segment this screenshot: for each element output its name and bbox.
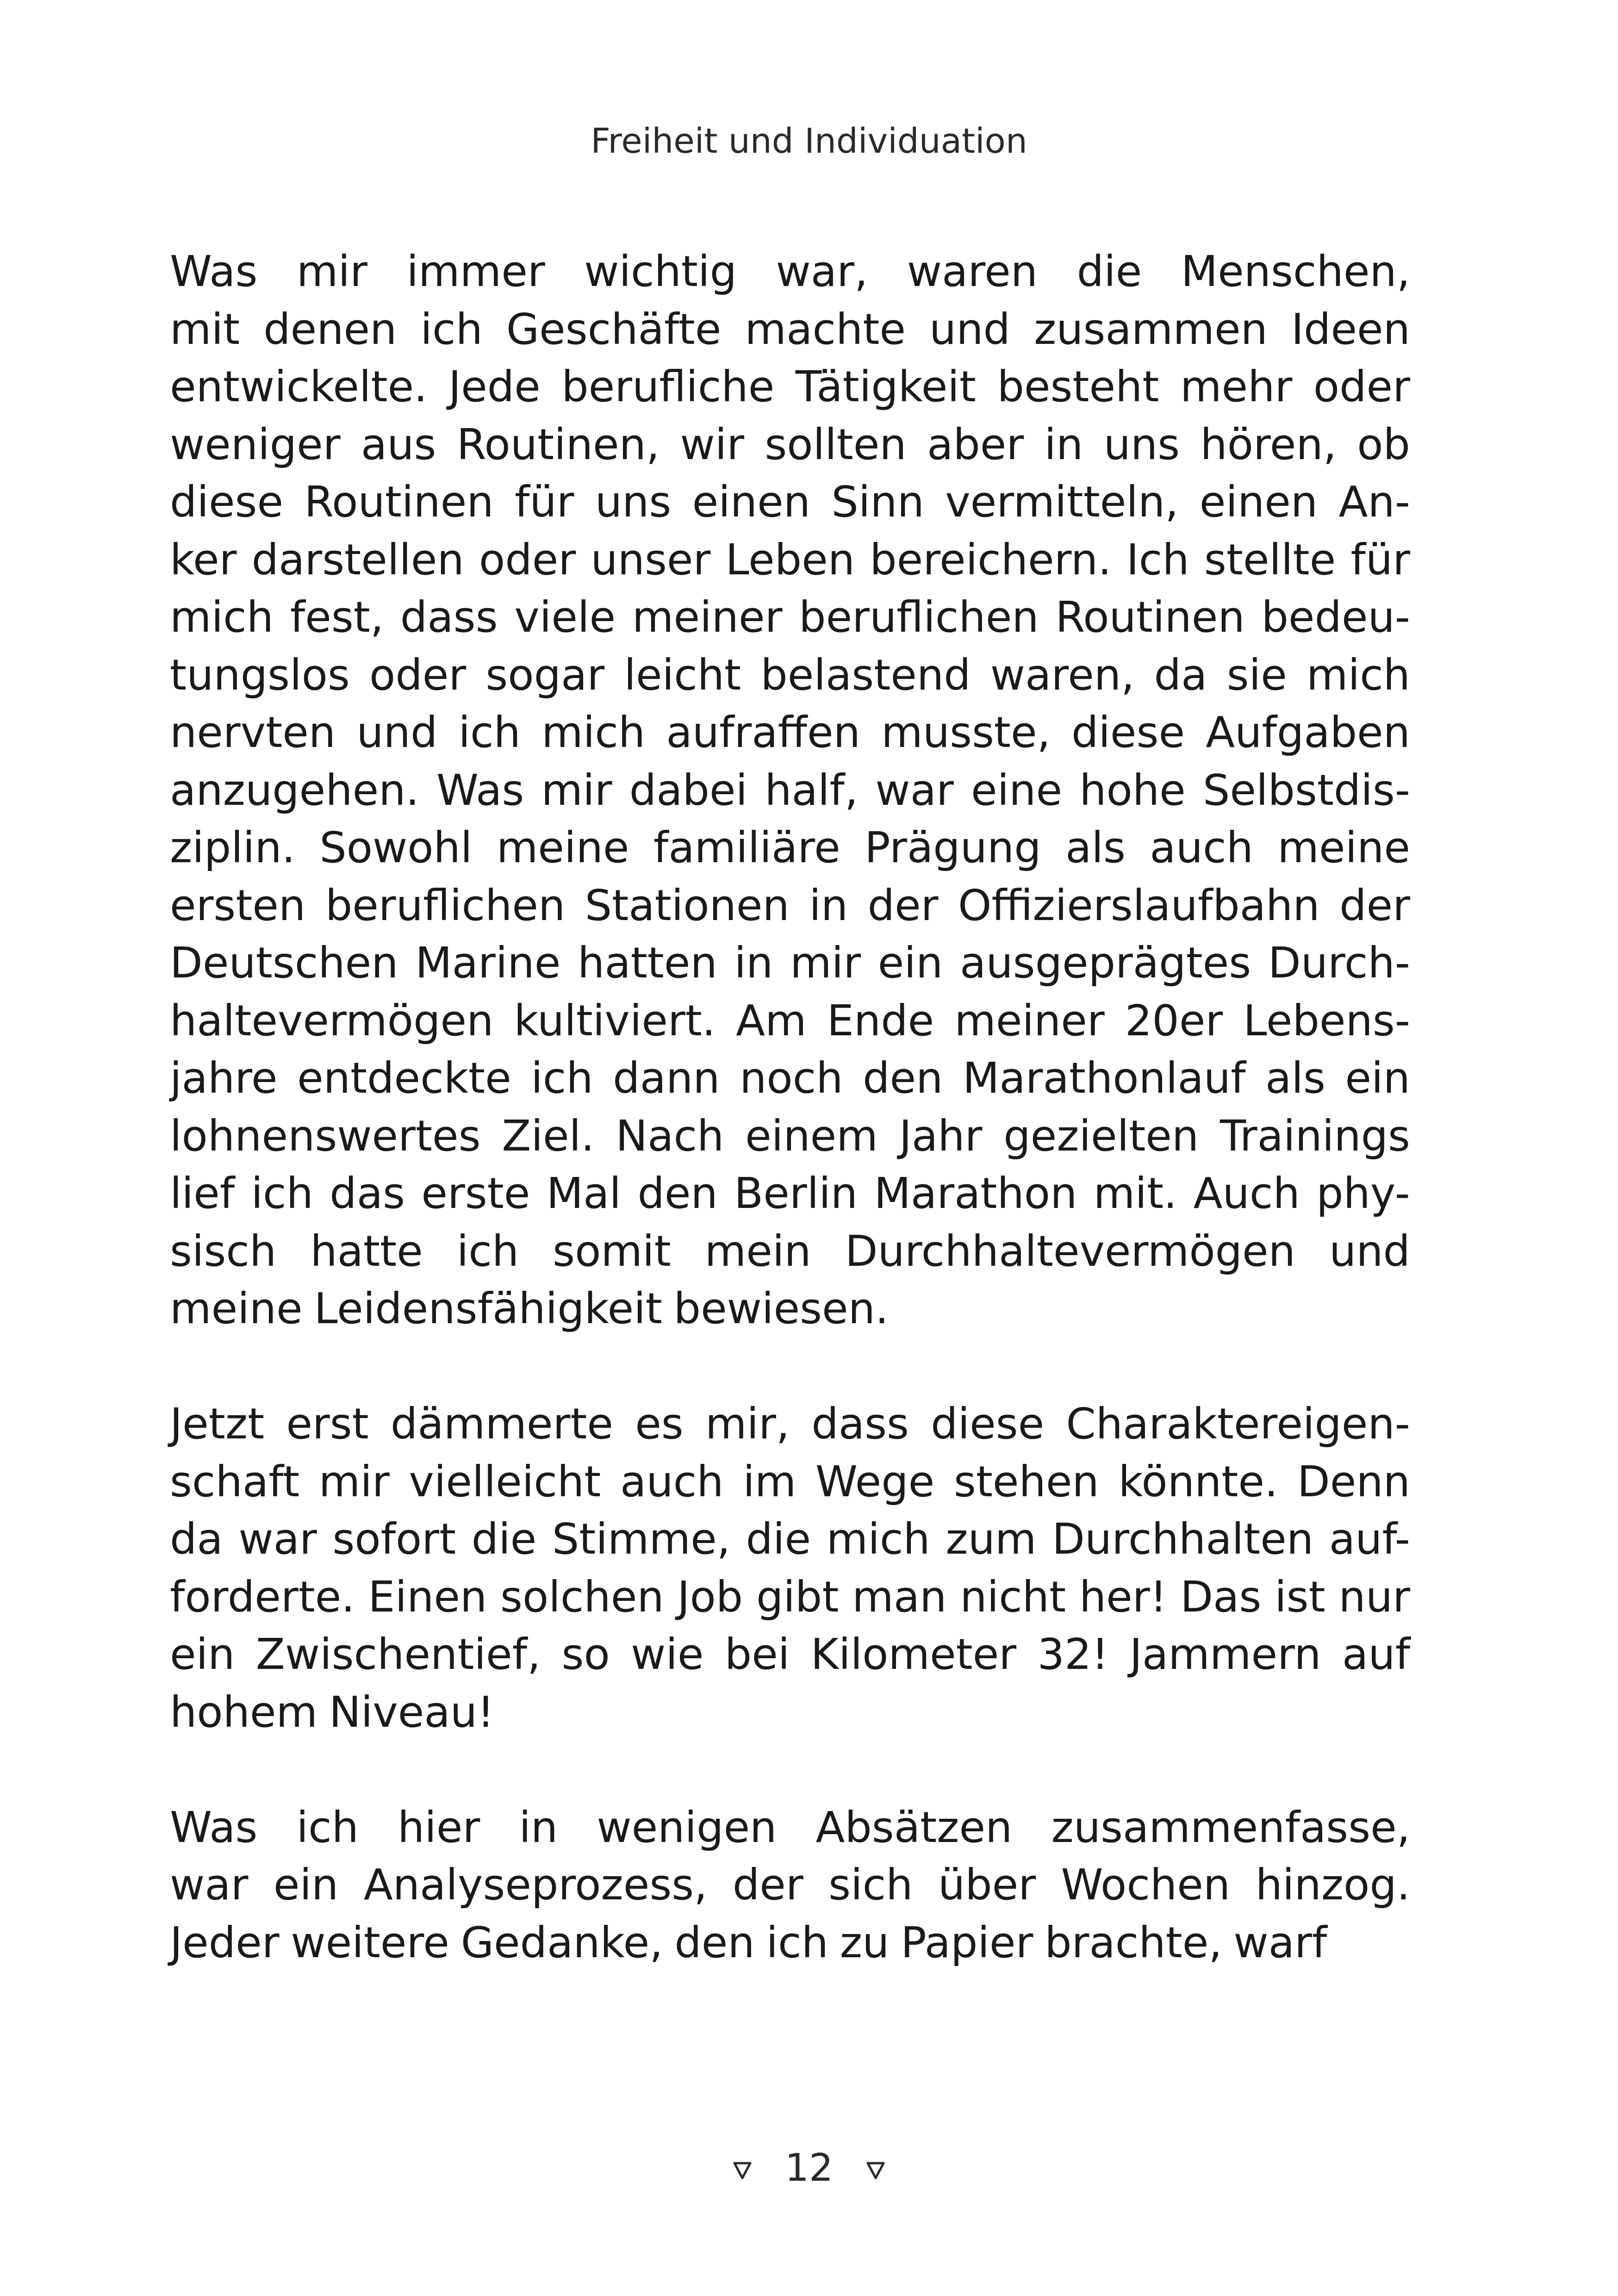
- text-line: da war sofort die Stimme, die mich zum Durchhalten auf-: [170, 1514, 1410, 1564]
- text-line: mich fest, dass viele meiner beruflichen Routinen bedeu-: [170, 592, 1410, 642]
- down-triangle-outline-icon: [732, 2143, 753, 2194]
- paragraph-spacer: [170, 1338, 1410, 1396]
- text-line: meine Leidensfähigkeit bewiesen.: [170, 1284, 889, 1333]
- text-line: Deutschen Marine hatten in mir ein ausgeprägtes Durch-: [170, 938, 1410, 988]
- text-line: ker darstellen oder unser Leben bereichern. Ich stellte für: [170, 535, 1410, 585]
- text-line: jahre entdeckte ich dann noch den Marathonlauf als ein: [170, 1053, 1410, 1103]
- paragraph-spacer: [170, 1741, 1410, 1799]
- text-line: haltevermögen kultiviert. Am Ende meiner 20er Lebens-: [170, 996, 1410, 1045]
- text-line: ein Zwischentief, so wie bei Kilometer 32! Jammern auf: [170, 1630, 1410, 1679]
- text-line: Jeder weitere Gedanke, den ich zu Papier brachte, warf: [170, 1917, 1327, 1967]
- text-line: mit denen ich Geschäfte machte und zusammen Ideen: [170, 304, 1410, 354]
- text-line: sisch hatte ich somit mein Durchhaltevermögen und: [170, 1226, 1410, 1276]
- text-line: Jetzt erst dämmerte es mir, dass diese Charaktereigen-: [170, 1399, 1410, 1449]
- text-line: entwickelte. Jede berufliche Tätigkeit besteht mehr oder: [170, 362, 1410, 411]
- page-number: 12: [784, 2146, 834, 2190]
- text-line: war ein Analyseprozess, der sich über Wochen hinzog.: [170, 1860, 1410, 1910]
- text-line: ersten beruflichen Stationen in der Offizierslaufbahn der: [170, 880, 1410, 930]
- paragraph: [170, 243, 1410, 1338]
- text-line: schaft mir vielleicht auch im Wege stehen könnte. Denn: [170, 1456, 1410, 1506]
- text-line: lohnenswertes Ziel. Nach einem Jahr gezielten Trainings: [170, 1111, 1410, 1161]
- text-line: ziplin. Sowohl meine familiäre Prägung als auch meine: [170, 823, 1410, 872]
- text-line: weniger aus Routinen, wir sollten aber in uns hören, ob: [170, 419, 1410, 469]
- text-line: lief ich das erste Mal den Berlin Marathon mit. Auch phy-: [170, 1169, 1410, 1218]
- running-header-title: Freiheit und Individuation: [591, 121, 1027, 161]
- text-line: Was ich hier in wenigen Absätzen zusammenfasse,: [170, 1802, 1410, 1852]
- text-line: Was mir immer wichtig war, waren die Menschen,: [170, 247, 1410, 296]
- text-line: forderte. Einen solchen Job gibt man nicht her! Das ist nur: [170, 1572, 1410, 1622]
- text-line: tungslos oder sogar leicht belastend waren, da sie mich: [170, 650, 1410, 700]
- text-line: anzugehen. Was mir dabei half, war eine hohe Selbstdis-: [170, 765, 1410, 815]
- text-line: diese Routinen für uns einen Sinn vermitteln, einen An-: [170, 477, 1410, 527]
- text-line: nervten und ich mich aufraffen musste, diese Aufgaben: [170, 708, 1410, 757]
- text-line: hohem Niveau!: [170, 1687, 494, 1737]
- paragraph: [170, 1799, 1410, 1972]
- body-text: [170, 243, 1410, 1972]
- page-footer: [0, 2143, 1618, 2194]
- paragraph: [170, 1395, 1410, 1741]
- down-triangle-outline-icon: [865, 2143, 886, 2194]
